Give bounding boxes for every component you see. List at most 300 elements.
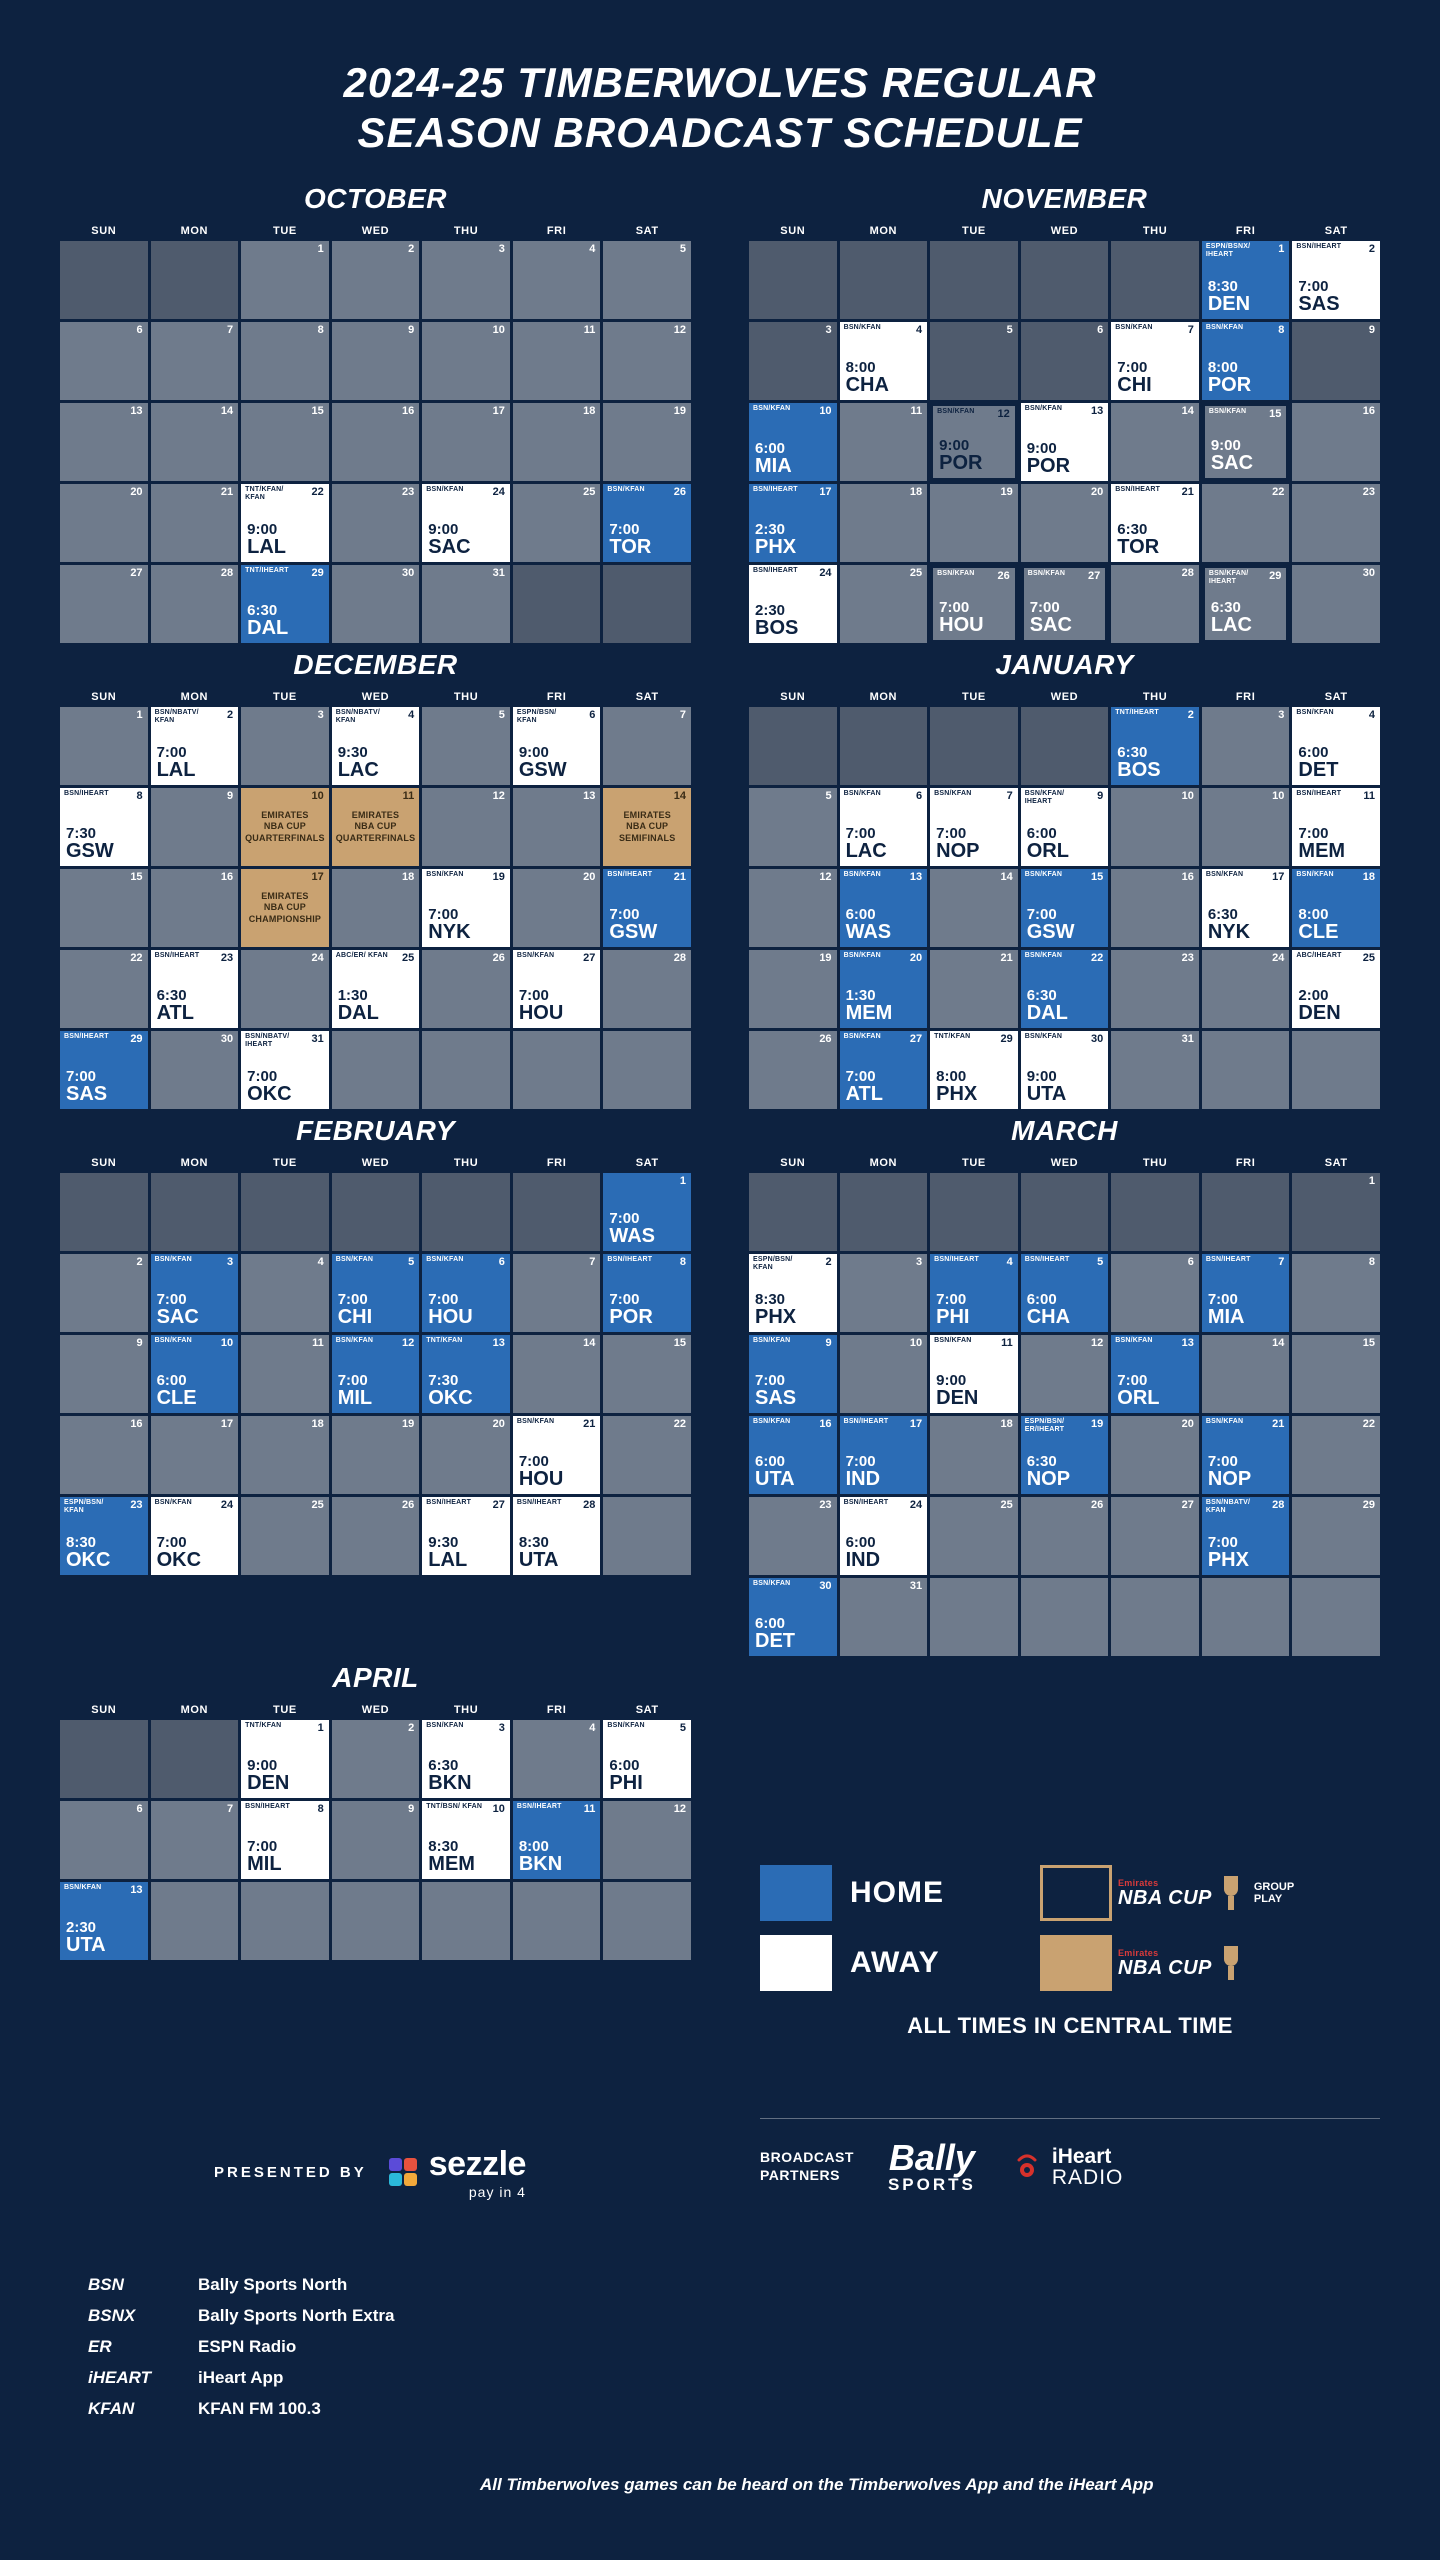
month-february	[60, 1115, 691, 1656]
day-number: 7	[1006, 790, 1013, 803]
day-cell	[840, 1173, 928, 1251]
dow-mon: MON	[180, 1704, 209, 1717]
day-number: 16	[819, 1418, 832, 1431]
day-number: 15	[130, 871, 143, 884]
game-time: 8:30	[428, 1838, 459, 1856]
game-cell[interactable]	[840, 869, 928, 947]
dow-fri: FRI	[1235, 225, 1256, 238]
game-time: 7:00	[609, 521, 640, 539]
opponent-abbr: MIA	[755, 455, 792, 478]
day-number: 13	[909, 871, 923, 884]
day-cell	[241, 241, 329, 319]
game-cell[interactable]	[1202, 241, 1290, 319]
day-number: 13	[1181, 1337, 1194, 1350]
day-number: 23	[130, 1499, 143, 1512]
opponent-abbr: SAS	[755, 1387, 797, 1410]
opponent-abbr: MEM	[845, 1002, 893, 1025]
day-number: 2	[408, 243, 415, 256]
network-label: BSN/KFAN	[1205, 871, 1244, 879]
group-play-label: GROUP PLAY	[1253, 1880, 1295, 1905]
opponent-abbr: UTA	[66, 1934, 106, 1957]
day-number: 23	[220, 952, 234, 965]
day-cell	[241, 1497, 329, 1575]
abbreviation-key	[88, 2275, 608, 2430]
network-label: BSN/KFAN	[1024, 871, 1063, 879]
day-cell	[241, 403, 329, 481]
day-cell	[930, 1173, 1018, 1251]
day-number: 12	[1091, 1337, 1104, 1350]
game-cell[interactable]	[749, 484, 837, 562]
game-cell[interactable]	[840, 788, 928, 866]
network-label: BSN/IHEART	[154, 952, 200, 960]
game-cell[interactable]	[332, 1335, 420, 1413]
day-cell	[749, 869, 837, 947]
day-number: 8	[679, 1256, 686, 1269]
calendar-grid	[749, 707, 1380, 1109]
game-cell[interactable]	[1021, 788, 1109, 866]
opponent-abbr: CHI	[337, 1306, 373, 1329]
key-abbreviation: KFAN	[88, 2399, 135, 2418]
day-number: 9	[227, 790, 234, 803]
month-name: NOVEMBER	[981, 183, 1148, 215]
day-number: 18	[909, 486, 923, 499]
network-label: BSN/KFAN	[1296, 871, 1334, 879]
day-number: 22	[311, 486, 324, 499]
day-number: 14	[1181, 405, 1194, 418]
network-label: BSN/IHEART	[843, 1418, 889, 1426]
day-number: 27	[909, 1033, 923, 1046]
game-cell[interactable]	[930, 1335, 1018, 1413]
game-cell[interactable]	[151, 1497, 239, 1575]
day-cell	[1021, 1335, 1109, 1413]
home-label: HOME	[850, 1876, 944, 1909]
day-cell	[603, 950, 691, 1028]
game-cell[interactable]	[151, 950, 239, 1028]
game-cell[interactable]	[422, 484, 510, 562]
day-number: 17	[220, 1418, 234, 1431]
game-cell[interactable]	[1021, 565, 1109, 643]
game-cell[interactable]	[749, 403, 837, 481]
day-number: 18	[311, 1418, 324, 1431]
day-cell	[422, 1031, 510, 1109]
opponent-abbr: TOR	[1117, 536, 1160, 559]
day-number: 12	[492, 790, 505, 803]
day-number: 6	[498, 1256, 505, 1269]
day-cell	[332, 1416, 420, 1494]
game-time: 7:00	[156, 744, 187, 762]
network-label: BSN/KFAN	[937, 408, 975, 416]
game-cell[interactable]	[1202, 1497, 1290, 1575]
game-time: 7:00	[518, 1453, 549, 1471]
opponent-abbr: PHI	[936, 1306, 970, 1329]
day-cell	[840, 707, 928, 785]
game-time: 6:00	[755, 1453, 786, 1471]
network-label: BSN/KFAN	[516, 1418, 555, 1426]
game-cell[interactable]	[241, 565, 329, 643]
network-label: BSN/KFAN	[753, 405, 791, 413]
game-cell[interactable]	[603, 1254, 691, 1332]
day-number: 20	[1181, 1418, 1194, 1431]
game-time: 6:00	[755, 1615, 786, 1633]
opponent-abbr: OKC	[156, 1549, 202, 1572]
game-cell[interactable]	[513, 1416, 601, 1494]
day-number: 12	[673, 324, 686, 337]
day-cell	[749, 1031, 837, 1109]
game-cell[interactable]	[60, 1497, 148, 1575]
network-label: BSN/IHEART	[753, 486, 798, 494]
game-cell[interactable]	[1111, 322, 1199, 400]
opponent-abbr: OKC	[247, 1083, 292, 1106]
day-cell	[603, 788, 691, 866]
game-time: 7:00	[609, 1210, 640, 1228]
partners-label-1: BROADCAST	[760, 2149, 854, 2165]
game-cell[interactable]	[422, 1335, 510, 1413]
game-cell[interactable]	[422, 869, 510, 947]
day-cell	[60, 1416, 148, 1494]
game-cell[interactable]	[749, 1578, 837, 1656]
game-cell[interactable]	[1202, 322, 1290, 400]
dow-tue: TUE	[273, 1157, 297, 1170]
game-cell[interactable]	[60, 1882, 148, 1960]
day-number: 24	[909, 1499, 923, 1512]
game-cell[interactable]	[930, 1254, 1018, 1332]
day-number: 6	[1097, 324, 1104, 337]
legend	[760, 1865, 1380, 2039]
dow-thu: THU	[453, 1157, 479, 1170]
day-cell	[332, 1173, 420, 1251]
bally-sports-logo	[887, 2137, 976, 2194]
day-number: 21	[673, 871, 686, 884]
day-number: 1	[317, 1722, 324, 1735]
game-time: 7:00	[939, 599, 970, 617]
day-cell	[151, 1173, 239, 1251]
game-cell[interactable]	[603, 484, 691, 562]
dow-thu: THU	[1142, 691, 1168, 704]
game-cell[interactable]	[1292, 707, 1380, 785]
network-label: BSN/KFAN	[843, 1033, 881, 1041]
home-swatch	[760, 1865, 832, 1921]
game-cell[interactable]	[1202, 869, 1290, 947]
day-number: 23	[819, 1499, 832, 1512]
day-cell	[1111, 1031, 1199, 1109]
game-cell[interactable]	[1021, 1031, 1109, 1109]
day-cell	[1292, 1031, 1380, 1109]
day-number: 26	[492, 952, 505, 965]
day-cell	[840, 565, 928, 643]
game-cell[interactable]	[1292, 241, 1380, 319]
day-cell	[603, 1335, 691, 1413]
dow-sat: SAT	[1324, 691, 1348, 704]
game-cell[interactable]	[151, 707, 239, 785]
day-cell	[513, 1882, 601, 1960]
day-cell	[1202, 1173, 1290, 1251]
game-time: 7:00	[1207, 1453, 1238, 1471]
day-cell	[60, 1173, 148, 1251]
game-cell[interactable]	[241, 484, 329, 562]
game-cell[interactable]	[930, 1031, 1018, 1109]
game-time: 7:00	[428, 906, 459, 924]
game-time: 8:00	[936, 1068, 967, 1086]
nba-cup-round-label: EMIRATES NBA CUP SEMIFINALS	[618, 810, 676, 843]
game-time: 7:00	[1117, 359, 1148, 377]
game-cell[interactable]	[1021, 1416, 1109, 1494]
game-cell[interactable]	[840, 322, 928, 400]
month-october	[60, 183, 691, 643]
network-label: BSN/KFAN	[753, 1337, 791, 1345]
day-number: 11	[402, 790, 415, 803]
network-label: BSN/IHEART	[516, 1499, 562, 1507]
key-abbreviation: BSNX	[88, 2306, 136, 2325]
day-cell	[1202, 950, 1290, 1028]
day-number: 17	[1272, 871, 1285, 884]
month-december	[60, 649, 691, 1109]
game-cell[interactable]	[1021, 869, 1109, 947]
game-cell[interactable]	[930, 565, 1018, 643]
day-of-week-row	[60, 1157, 691, 1169]
opponent-abbr: CLE	[156, 1387, 197, 1410]
game-cell[interactable]	[513, 950, 601, 1028]
day-cell	[151, 484, 239, 562]
day-number: 24	[311, 952, 324, 965]
day-number: 8	[317, 1803, 324, 1816]
game-time: 2:00	[1298, 987, 1329, 1005]
day-number: 29	[311, 567, 324, 580]
day-cell	[749, 322, 837, 400]
day-number: 7	[227, 1803, 234, 1816]
game-time: 7:00	[156, 1534, 187, 1552]
game-cell[interactable]	[603, 1173, 691, 1251]
game-cell[interactable]	[241, 1031, 329, 1109]
game-cell[interactable]	[840, 950, 928, 1028]
opponent-abbr: POR	[609, 1306, 653, 1329]
cup-gold-swatch	[1040, 1935, 1112, 1991]
network-label: BSN/KFAN	[934, 790, 972, 798]
game-cell[interactable]	[840, 1497, 928, 1575]
dow-wed: WED	[1050, 1157, 1079, 1170]
network-label: BSN/KFAN	[516, 952, 555, 960]
opponent-abbr: ORL	[1026, 840, 1069, 863]
day-cell	[422, 950, 510, 1028]
game-time: 6:00	[609, 1757, 640, 1775]
day-number: 22	[130, 952, 143, 965]
day-number: 5	[825, 790, 832, 803]
game-cell[interactable]	[332, 1254, 420, 1332]
day-number: 31	[909, 1580, 923, 1593]
game-cell[interactable]	[1111, 484, 1199, 562]
network-label: BSN/KFAN	[1208, 408, 1247, 416]
network-label: TNT/KFAN/ KFAN	[245, 486, 284, 501]
game-cell[interactable]	[1292, 869, 1380, 947]
day-number: 24	[1272, 952, 1285, 965]
day-cell	[930, 241, 1018, 319]
game-cell[interactable]	[241, 1720, 329, 1798]
dow-wed: WED	[361, 1157, 390, 1170]
opponent-abbr: WAS	[845, 921, 892, 944]
day-number: 14	[1000, 871, 1013, 884]
game-cell[interactable]	[1292, 788, 1380, 866]
network-label: BSN/KFAN	[753, 1580, 791, 1588]
game-cell[interactable]	[332, 707, 420, 785]
game-time: 7:00	[845, 825, 876, 843]
game-cell[interactable]	[749, 565, 837, 643]
day-number: 16	[1362, 405, 1375, 418]
game-cell[interactable]	[422, 1254, 510, 1332]
game-cell[interactable]	[513, 1801, 601, 1879]
game-cell[interactable]	[1111, 707, 1199, 785]
day-number: 11	[583, 324, 596, 337]
game-time: 6:30	[428, 1757, 459, 1775]
opponent-abbr: NOP	[1207, 1468, 1252, 1491]
game-cell[interactable]	[1292, 950, 1380, 1028]
dow-sat: SAT	[635, 691, 659, 704]
day-number: 24	[220, 1499, 234, 1512]
game-time: 8:00	[845, 359, 876, 377]
key-row	[88, 2368, 608, 2388]
game-time: 8:30	[755, 1291, 786, 1309]
iheart-radio-logo	[1010, 2146, 1124, 2188]
day-number: 15	[1362, 1337, 1375, 1350]
footer-note: All Timberwolves games can be heard on the Timberwolves App and the iHeart App	[480, 2475, 1154, 2494]
game-time: 7:00	[755, 1372, 786, 1390]
game-cell[interactable]	[603, 869, 691, 947]
network-label: BSN/IHEART	[607, 871, 653, 879]
game-cell[interactable]	[422, 1497, 510, 1575]
opponent-abbr: SAS	[1298, 293, 1340, 316]
day-cell	[151, 1416, 239, 1494]
opponent-abbr: CHA	[845, 374, 889, 397]
day-number: 28	[583, 1499, 596, 1512]
game-cell[interactable]	[422, 1720, 510, 1798]
day-number: 16	[220, 871, 234, 884]
away-swatch	[760, 1935, 832, 1991]
opponent-abbr: HOU	[428, 1306, 473, 1329]
network-label: TNT/KFAN	[245, 1722, 282, 1730]
dow-sun: SUN	[780, 691, 806, 704]
opponent-abbr: LAC	[337, 759, 379, 782]
day-number: 6	[1187, 1256, 1194, 1269]
game-cell[interactable]	[60, 1031, 148, 1109]
day-of-week-row	[749, 225, 1380, 237]
day-cell	[151, 1720, 239, 1798]
game-time: 1:30	[845, 987, 876, 1005]
day-cell	[930, 1416, 1018, 1494]
game-cell[interactable]	[840, 1031, 928, 1109]
network-label: BSN/KFAN	[335, 1337, 374, 1345]
day-cell	[1021, 484, 1109, 562]
day-number: 3	[916, 1256, 923, 1269]
game-cell[interactable]	[749, 1416, 837, 1494]
dow-mon: MON	[180, 691, 209, 704]
day-cell	[513, 1335, 601, 1413]
day-number: 29	[1269, 570, 1282, 583]
game-cell[interactable]	[1202, 565, 1290, 643]
game-cell[interactable]	[930, 403, 1018, 481]
game-cell[interactable]	[241, 1801, 329, 1879]
game-cell[interactable]	[332, 950, 420, 1028]
game-time: 7:00	[428, 1291, 459, 1309]
network-label: BSN/KFAN/ IHEART	[1024, 790, 1065, 805]
game-cell[interactable]	[930, 788, 1018, 866]
day-number: 10	[909, 1337, 923, 1350]
opponent-abbr: PHX	[755, 536, 797, 559]
times-note: ALL TIMES IN CENTRAL TIME	[907, 2013, 1233, 2038]
game-time: 6:00	[156, 1372, 187, 1390]
day-number: 3	[227, 1256, 234, 1269]
day-number: 2	[1368, 243, 1375, 256]
network-label: ESPN/BSN/ KFAN	[516, 709, 557, 724]
game-time: 2:30	[755, 602, 786, 620]
game-cell[interactable]	[1021, 950, 1109, 1028]
game-cell[interactable]	[749, 1335, 837, 1413]
day-cell	[1292, 1416, 1380, 1494]
dow-tue: TUE	[273, 1704, 297, 1717]
day-number: 26	[1091, 1499, 1104, 1512]
game-time: 9:00	[1026, 440, 1057, 458]
game-cell[interactable]	[422, 1801, 510, 1879]
game-cell[interactable]	[1021, 1254, 1109, 1332]
game-cell[interactable]	[1202, 1416, 1290, 1494]
game-cell[interactable]	[151, 1335, 239, 1413]
opponent-abbr: DEN	[1207, 293, 1251, 316]
game-cell[interactable]	[1202, 403, 1290, 481]
day-number: 16	[402, 405, 415, 418]
dow-sat: SAT	[635, 1704, 659, 1717]
game-cell[interactable]	[513, 707, 601, 785]
network-label: BSN/KFAN	[154, 1499, 192, 1507]
sezzle-logo	[389, 2145, 526, 2200]
game-cell[interactable]	[60, 788, 148, 866]
game-cell[interactable]	[151, 1254, 239, 1332]
day-number: 22	[1362, 1418, 1375, 1431]
day-cell	[603, 1497, 691, 1575]
calendar-grid	[749, 241, 1380, 643]
opponent-abbr: OKC	[428, 1387, 473, 1410]
opponent-abbr: PHX	[936, 1083, 978, 1106]
game-time: 7:00	[247, 1068, 278, 1086]
day-cell	[60, 1720, 148, 1798]
day-cell	[749, 788, 837, 866]
dow-sun: SUN	[91, 1704, 117, 1717]
game-time: 8:30	[66, 1534, 97, 1552]
game-time: 6:30	[1207, 906, 1238, 924]
game-cell[interactable]	[1111, 1335, 1199, 1413]
game-cell[interactable]	[749, 1254, 837, 1332]
key-abbreviation: ER	[88, 2337, 112, 2356]
day-cell	[1202, 1031, 1290, 1109]
game-cell[interactable]	[1202, 1254, 1290, 1332]
month-march	[749, 1115, 1380, 1656]
network-label: BSN/IHEART	[934, 1256, 979, 1264]
opponent-abbr: UTA	[518, 1549, 559, 1572]
partners-label-2: PARTNERS	[760, 2166, 840, 2183]
game-cell[interactable]	[513, 1497, 601, 1575]
opponent-abbr: POR	[939, 452, 983, 475]
game-cell[interactable]	[1021, 403, 1109, 481]
game-cell[interactable]	[603, 1720, 691, 1798]
day-cell	[241, 1416, 329, 1494]
game-cell[interactable]	[840, 1416, 928, 1494]
day-cell	[513, 1720, 601, 1798]
day-cell	[603, 1416, 691, 1494]
months-grid	[0, 157, 1440, 1966]
sezzle-tagline: pay in 4	[468, 2184, 526, 2200]
day-number: 19	[1091, 1418, 1104, 1431]
day-number: 22	[1091, 952, 1104, 965]
sezzle-mark-icon	[389, 2158, 419, 2188]
day-cell	[1292, 1335, 1380, 1413]
dow-mon: MON	[180, 225, 209, 238]
game-time: 6:30	[1026, 1453, 1057, 1471]
